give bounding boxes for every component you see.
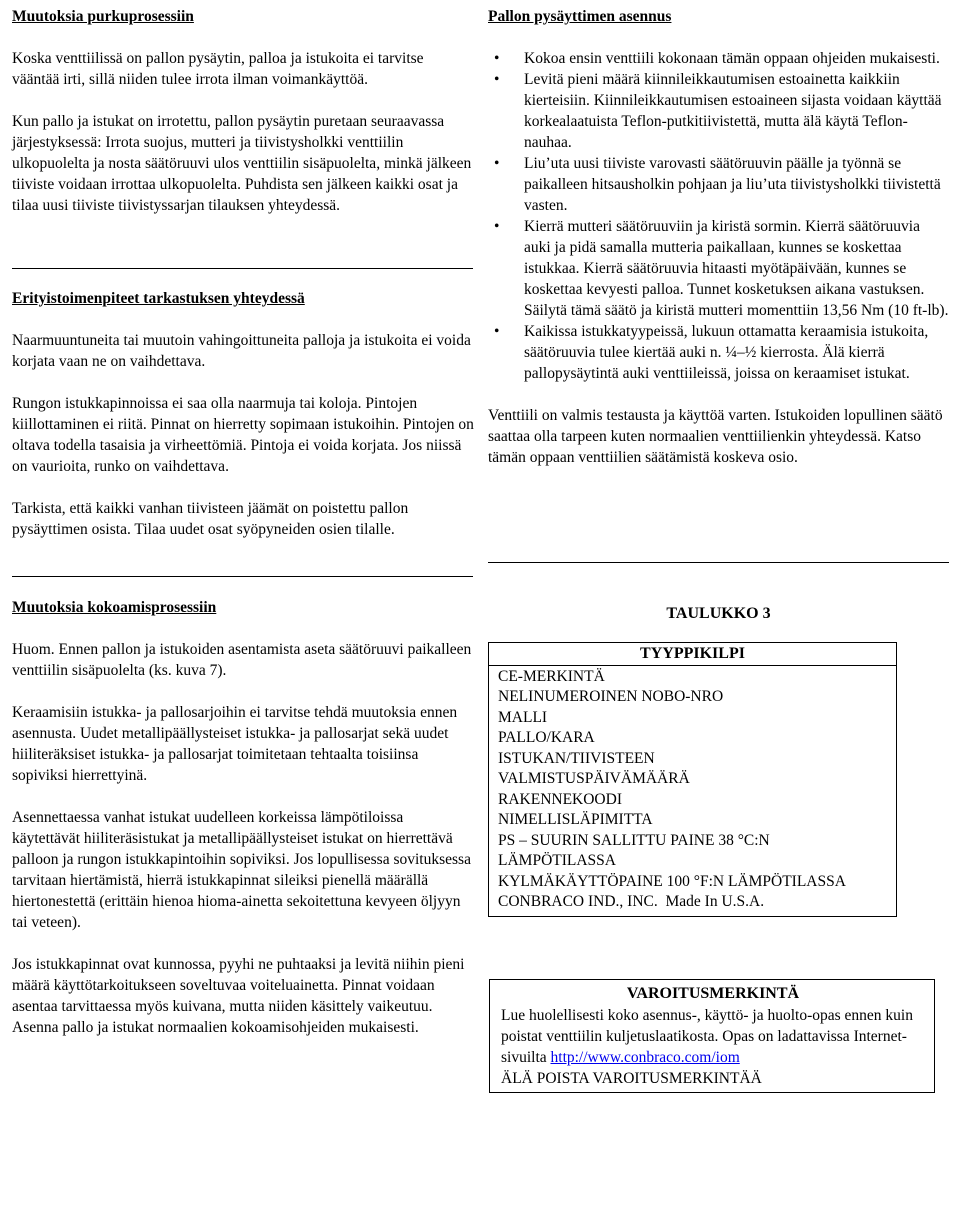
warning-title: VAROITUSMERKINTÄ (626, 985, 800, 1002)
bullet-icon: • (494, 323, 500, 340)
divider-2 (12, 576, 473, 577)
assembly-paragraph-1: Huom. Ennen pallon ja istukoiden asentamista aseta säätöruuvi paikalleen venttiilin sisäpuolelta (ks. kuva 7). (12, 641, 472, 679)
bullet-icon: • (494, 218, 500, 235)
nameplate-rows (489, 665, 897, 916)
assembly-paragraph-3: Asennettaessa vanhat istukat uudelleen korkeissa lämpötiloissa käytettävät hiiliteräsistukat ja metallipäällysteiset istukat on hierrettävä palloon ja rungon istukkapintoihin sopiviksi. Jos lopullisessa sovituksessa tarvitaan hiertämistä, hierrä istukkapinnat sileiksi pienellä määrällä hiertonestettä (erittäin hienoa hioma-ainetta sekoitettuna kevyeen öljyyn tai veteen). (12, 809, 471, 931)
manual-download-link[interactable]: http://www.conbraco.com/iom (550, 1049, 740, 1066)
nameplate-row: MALLI (498, 708, 548, 726)
list-item-text: Liu’uta uusi tiiviste varovasti säätöruuvin päälle ja työnnä se paikalleen hitsausholkin pohjaan ja liu’uta tiivistysholkki tiivistettä vasten. (524, 155, 941, 214)
disassembly-paragraph-1: Koska venttiilissä on pallon pysäytin, palloa ja istukoita ei tarvitse vääntää irti, sillä niiden tulee irrota ilman voimankäyttöä. (12, 50, 424, 88)
nameplate-row: NELINUMEROINEN NOBO-NRO (498, 688, 724, 705)
nameplate-row: CE-MERKINTÄ (498, 667, 605, 685)
divider-3 (488, 562, 949, 563)
assembly-paragraph-2: Keraamisiin istukka- ja pallosarjoihin ei tarvitse tehdä muutoksia ennen asennusta. Uudet metallipäällysteiset istukka- ja pallosarjat sekä uudet hiiliteräksiset istukka- ja pallosarjat toimitetaan tehtaalta toisiinsa sopiviksi hierrettyinä. (12, 704, 458, 784)
installation-closing-paragraph: Venttiili on valmis testausta ja käyttöä varten. Istukoiden lopullinen säätö saattaa olla tarpeen kuten normaalien venttiilienkin yhteydessä. Katso tämän oppaan venttiilien säätämistä koskeva osio. (488, 407, 943, 466)
list-item-text: Kierrä mutteri säätöruuviin ja kiristä sormin. Kierrä säätöruuvia auki ja pidä samalla mutteria paikallaan, kunnes se koskettaa istukkaa. Kierrä säätöruuvia hitaasti myötäpäivään, kunnes se koskettaa kevyesti palloa. Tunnet kosketuksen aikana vastuksen. Säilytä tämä säätö ja kiristä mutteri momenttiin 13,56 Nm (10 ft-lb). (524, 218, 949, 319)
nameplate-row: KYLMÄKÄYTTÖPAINE 100 °F:N LÄMPÖTILASSA (498, 872, 846, 890)
warning-text (501, 1005, 925, 1068)
list-item-text: Levitä pieni määrä kiinnileikkautumisen estoainetta kaikkiin kierteisiin. Kiinnileikkautumisen estoaineen sijasta voidaan käyttää korkealaatuista Teflon-putkitiivistettä, mutta älä käytä Teflon-nauhaa. (524, 71, 942, 151)
installation-steps-list (488, 48, 950, 384)
warning-box (489, 979, 935, 1093)
heading-assembly-changes: Muutoksia kokoamisprosessiin (12, 599, 217, 616)
bullet-icon: • (494, 155, 500, 172)
list-item (488, 321, 950, 384)
nameplate-row: PS – SUURIN SALLITTU PAINE 38 °C:N LÄMPÖTILASSA (498, 831, 770, 869)
inspection-paragraph-1: Naarmuuntuneita tai muutoin vahingoittuneita palloja ja istukoita ei voida korjata vaan ne on vaihdettava. (12, 332, 471, 370)
heading-disassembly-changes: Muutoksia purkuprosessiin (12, 8, 194, 25)
nameplate-row: CONBRACO IND., INC. Made In U.S.A. (498, 893, 765, 910)
warning-do-not-remove: ÄLÄ POISTA VAROITUSMERKINTÄÄ (501, 1070, 762, 1087)
list-item-text: Kokoa ensin venttiili kokonaan tämän oppaan ohjeiden mukaisesti. (524, 50, 940, 67)
list-item (488, 153, 950, 216)
nameplate-title: TYYPPIKILPI (489, 643, 897, 666)
heading-ball-stop-installation: Pallon pysäyttimen asennus (488, 8, 672, 25)
list-item (488, 69, 950, 153)
nameplate-row: NIMELLISLÄPIMITTA (498, 811, 653, 828)
inspection-paragraph-2: Rungon istukkapinnoissa ei saa olla naarmuja tai koloja. Pintojen kiillottaminen ei riitä. Pinnat on hierretty sopimaan istukoihin. Pintojen on oltava todella tasaisia ja virheettömiä. Pintoja ei voida korjata. Jos niissä on vaurioita, runko on vaihdettava. (12, 395, 474, 475)
divider-1 (12, 268, 473, 269)
nameplate-row: RAKENNEKOODI (498, 790, 622, 808)
heading-special-inspection: Erityistoimenpiteet tarkastuksen yhteydessä (12, 290, 305, 307)
inspection-paragraph-3: Tarkista, että kaikki vanhan tiivisteen jäämät on poistettu pallon pysäyttimen osista. Tilaa uudet osat syöpyneiden osien tilalle. (12, 500, 409, 538)
warning-text-lead: Lue huolellisesti koko asennus-, käyttö- ja huolto-opas ennen kuin poistat venttiilin kuljetuslaatikosta. Opas on ladattavissa Internet-sivuilta (501, 1007, 913, 1066)
left-inspection-section (12, 288, 474, 540)
disassembly-paragraph-2: Kun pallo ja istukat on irrotettu, pallon pysäytin puretaan seuraavassa järjestyksessä: Irrota suojus, mutteri ja tiivistysholkki venttiilin ulkopuolelta ja nosta säätöruuvi ulos venttiilin sisäpuolelta, minkä jälkeen tiiviste voidaan irrottaa ulkopuolelta. Puhdista sen jälkeen kaikki osat ja tilaa uusi tiiviste tiivistyssarjan tilauksen yhteydessä. (12, 113, 472, 214)
nameplate-table (488, 642, 897, 917)
assembly-paragraph-4: Jos istukkapinnat ovat kunnossa, pyyhi ne puhtaaksi ja levitä niihin pieni määrä käyttötarkoitukseen soveltuvaa voiteluainetta. Pinnat voidaan asentaa tarvittaessa myös kuivana, mutta niiden käsittely vaikeutuu. Asenna pallo ja istukat normaalien kokoamisohjeiden mukaisesti. (12, 956, 465, 1036)
bullet-icon: • (494, 71, 500, 88)
list-item (488, 48, 950, 69)
left-column (12, 6, 474, 216)
nameplate-table-wrapper (488, 642, 897, 917)
bullet-icon: • (494, 50, 500, 67)
nameplate-row: PALLO/KARA (498, 729, 595, 746)
nameplate-row: ISTUKAN/TIIVISTEEN (498, 749, 655, 767)
nameplate-row: VALMISTUSPÄIVÄMÄÄRÄ (498, 770, 690, 787)
list-item (488, 216, 950, 321)
right-column (488, 6, 950, 468)
list-item-text: Kaikissa istukkatyypeissä, lukuun ottamatta keraamisia istukoita, säätöruuvia tulee kiertää auki n. ¼–½ kierrosta. Älä kierrä pallopysäytintä auki venttiileissä, joissa on keraamiset istukat. (524, 323, 929, 382)
left-assembly-section (12, 597, 474, 1038)
table-title: TAULUKKO 3 (666, 605, 771, 622)
